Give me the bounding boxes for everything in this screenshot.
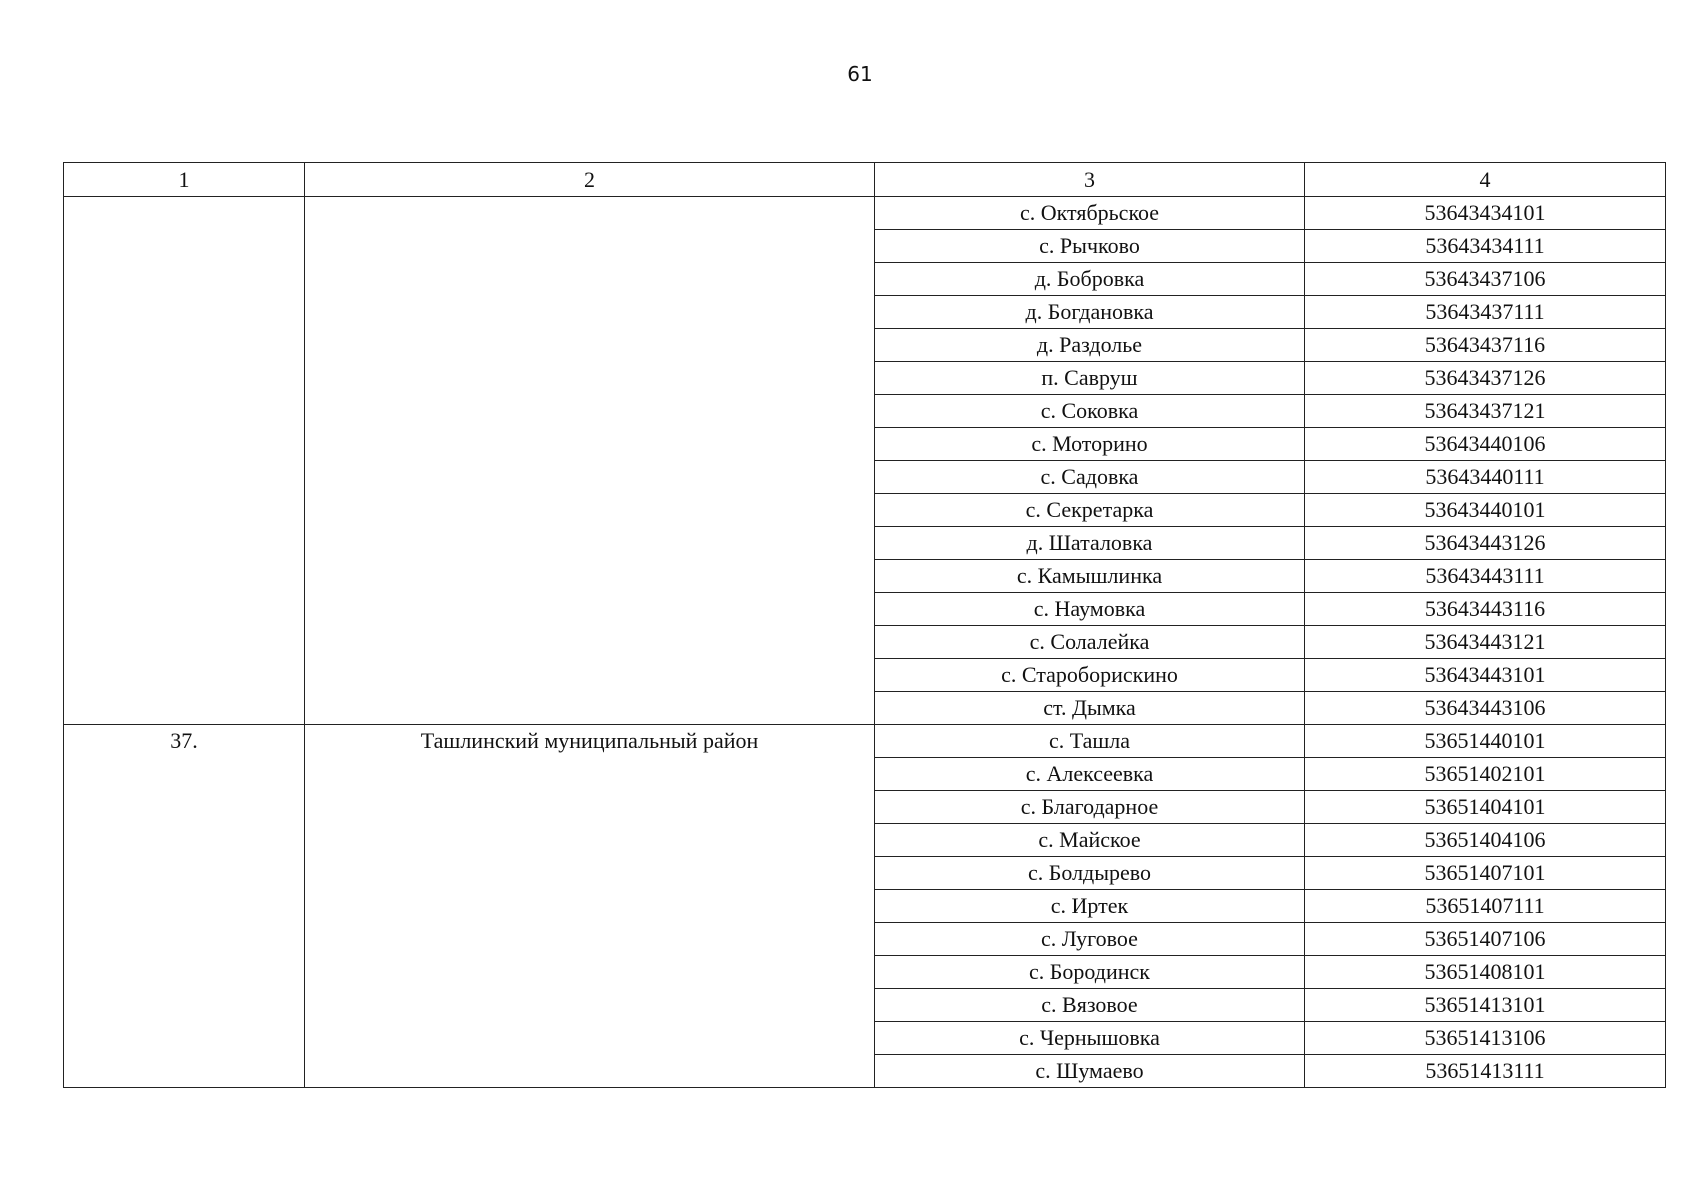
settlement-name-cell: с. Октябрьское: [875, 197, 1305, 230]
settlement-name-cell: с. Моторино: [875, 428, 1305, 461]
settlement-name-cell: д. Богдановка: [875, 296, 1305, 329]
settlement-name-cell: с. Камышлинка: [875, 560, 1305, 593]
settlements-table: [63, 162, 1666, 1088]
settlement-name-cell: с. Секретарка: [875, 494, 1305, 527]
oktmo-code-cell: 53643440106: [1305, 428, 1666, 461]
header-row: [64, 163, 1666, 197]
table-body: [64, 197, 1666, 1088]
oktmo-code-cell: 53651413111: [1305, 1055, 1666, 1088]
oktmo-code-cell: 53651440101: [1305, 725, 1666, 758]
oktmo-code-cell: 53643443111: [1305, 560, 1666, 593]
column-header-2: 2: [305, 163, 875, 197]
column-header-1: 1: [64, 163, 305, 197]
settlement-name-cell: д. Шаталовка: [875, 527, 1305, 560]
settlement-name-cell: с. Наумовка: [875, 593, 1305, 626]
settlement-name-cell: с. Соковка: [875, 395, 1305, 428]
settlement-name-cell: с. Благодарное: [875, 791, 1305, 824]
page-number: 61: [847, 62, 873, 86]
settlement-name-cell: с. Рычково: [875, 230, 1305, 263]
oktmo-code-cell: 53651413106: [1305, 1022, 1666, 1055]
settlement-name-cell: с. Майское: [875, 824, 1305, 857]
settlement-name-cell: с. Ташла: [875, 725, 1305, 758]
oktmo-code-cell: 53643443126: [1305, 527, 1666, 560]
settlement-name-cell: с. Алексеевка: [875, 758, 1305, 791]
settlement-name-cell: п. Савруш: [875, 362, 1305, 395]
oktmo-code-cell: 53651413101: [1305, 989, 1666, 1022]
settlement-name-cell: с. Вязовое: [875, 989, 1305, 1022]
oktmo-code-cell: 53651404101: [1305, 791, 1666, 824]
table-row: [64, 197, 1666, 230]
settlement-name-cell: с. Болдырево: [875, 857, 1305, 890]
district-cell: Ташлинский муниципальный район: [305, 725, 875, 1088]
table-row: [64, 725, 1666, 758]
oktmo-code-cell: 53643437106: [1305, 263, 1666, 296]
oktmo-code-cell: 53643434101: [1305, 197, 1666, 230]
settlement-name-cell: с. Чернышовка: [875, 1022, 1305, 1055]
oktmo-code-cell: 53643437126: [1305, 362, 1666, 395]
settlement-name-cell: с. Садовка: [875, 461, 1305, 494]
oktmo-code-cell: 53651407106: [1305, 923, 1666, 956]
row-number-cell: [64, 197, 305, 725]
oktmo-code-cell: 53643437111: [1305, 296, 1666, 329]
settlement-name-cell: д. Раздолье: [875, 329, 1305, 362]
settlement-name-cell: с. Шумаево: [875, 1055, 1305, 1088]
settlement-name-cell: с. Бородинск: [875, 956, 1305, 989]
oktmo-code-cell: 53651408101: [1305, 956, 1666, 989]
table-header: [64, 163, 1666, 197]
row-number-cell: 37.: [64, 725, 305, 1088]
column-header-4: 4: [1305, 163, 1666, 197]
oktmo-code-cell: 53643434111: [1305, 230, 1666, 263]
settlement-name-cell: с. Солалейка: [875, 626, 1305, 659]
settlement-name-cell: с. Луговое: [875, 923, 1305, 956]
oktmo-code-cell: 53651407111: [1305, 890, 1666, 923]
settlement-name-cell: д. Бобровка: [875, 263, 1305, 296]
oktmo-code-cell: 53651407101: [1305, 857, 1666, 890]
oktmo-code-cell: 53643437121: [1305, 395, 1666, 428]
oktmo-code-cell: 53643443121: [1305, 626, 1666, 659]
column-header-3: 3: [875, 163, 1305, 197]
district-cell: [305, 197, 875, 725]
settlement-name-cell: с. Иртек: [875, 890, 1305, 923]
oktmo-code-cell: 53651402101: [1305, 758, 1666, 791]
oktmo-code-cell: 53643443101: [1305, 659, 1666, 692]
settlement-name-cell: с. Староборискино: [875, 659, 1305, 692]
oktmo-code-cell: 53643437116: [1305, 329, 1666, 362]
oktmo-code-cell: 53643443106: [1305, 692, 1666, 725]
settlement-name-cell: ст. Дымка: [875, 692, 1305, 725]
oktmo-code-cell: 53651404106: [1305, 824, 1666, 857]
oktmo-code-cell: 53643443116: [1305, 593, 1666, 626]
oktmo-code-cell: 53643440111: [1305, 461, 1666, 494]
oktmo-code-cell: 53643440101: [1305, 494, 1666, 527]
